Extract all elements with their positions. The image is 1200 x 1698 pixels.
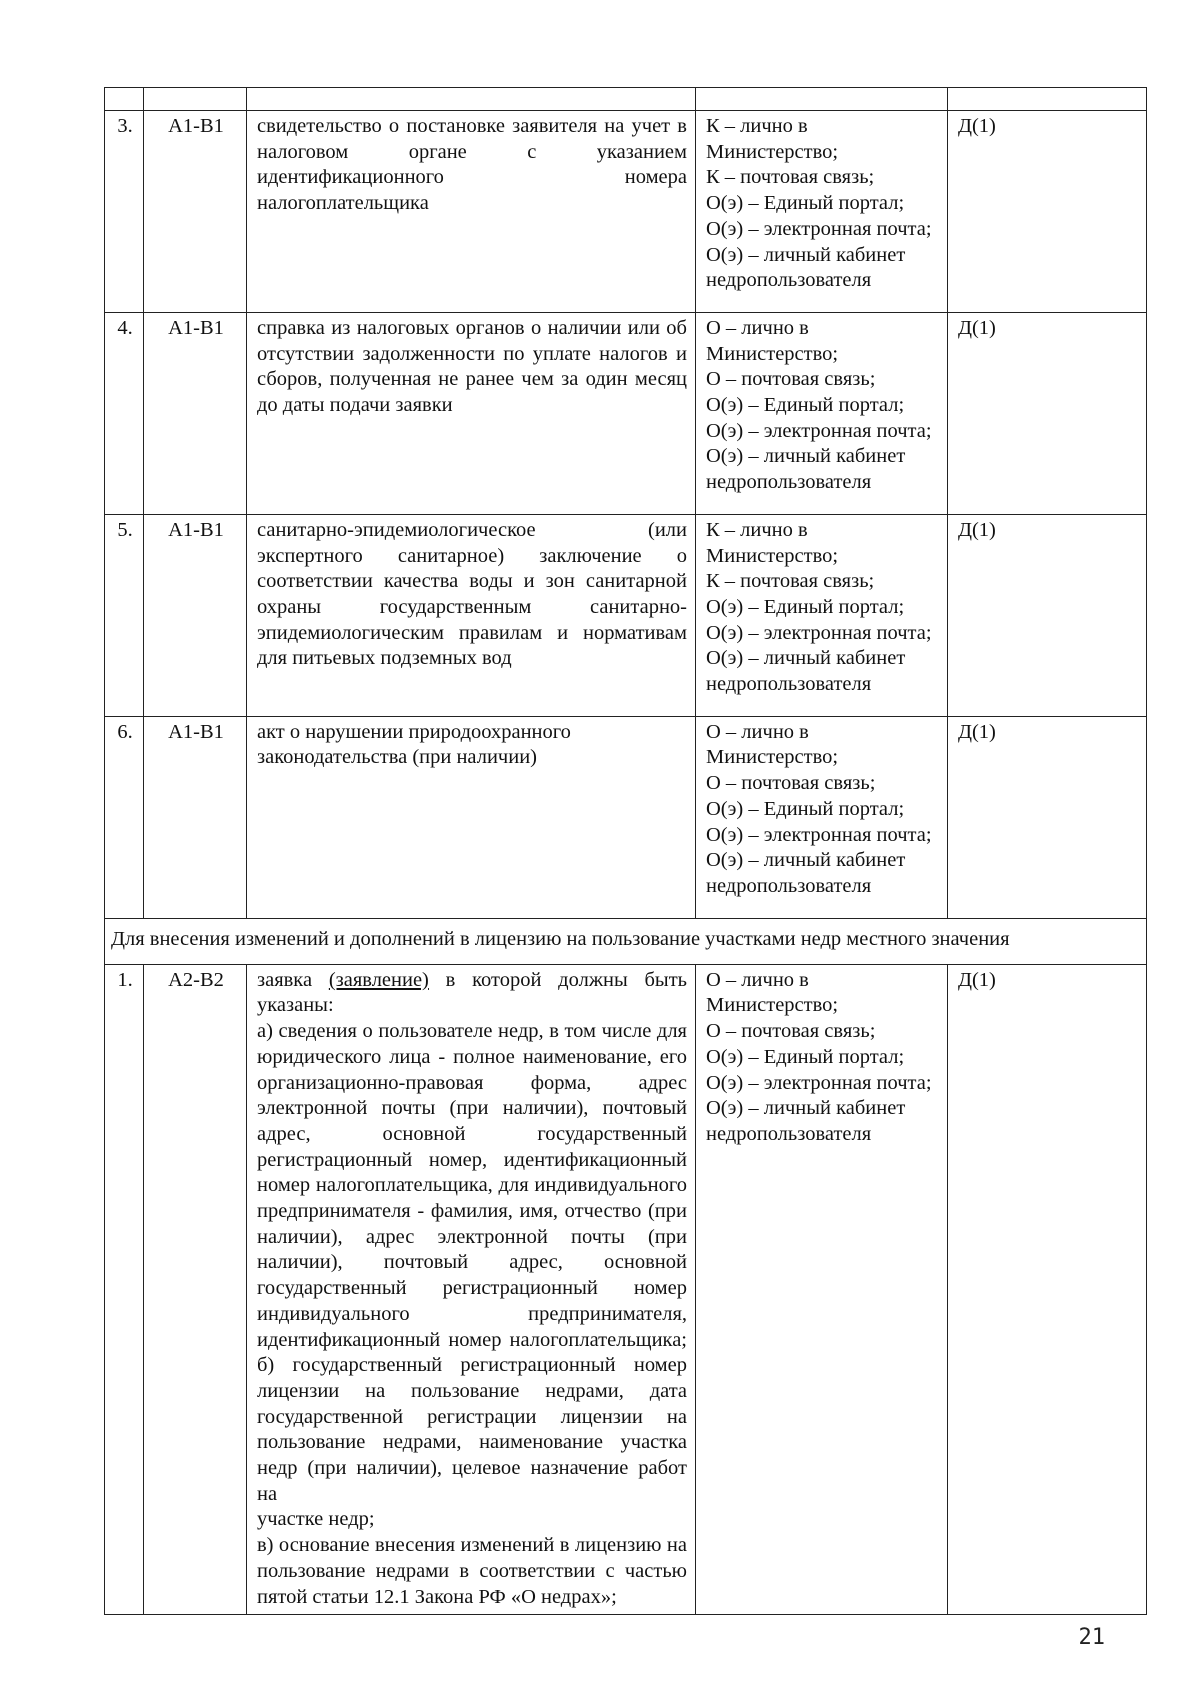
document-description bbox=[247, 964, 696, 1615]
table-cell bbox=[144, 88, 247, 111]
description-line: пользование недрами в соответствии с частью bbox=[257, 1559, 687, 1582]
mode-line: К – почтовая связь; bbox=[706, 166, 875, 189]
mode-line: недропользователя bbox=[706, 874, 872, 897]
table-cell bbox=[948, 88, 1147, 111]
description-line: пятой статьи 12.1 Закона РФ «О недрах»; bbox=[257, 1585, 617, 1608]
description-line: акт о нарушении природоохранного bbox=[257, 720, 571, 743]
mode-line: О(э) – личный кабинет bbox=[706, 849, 906, 872]
description-line: до даты подачи заявки bbox=[257, 394, 453, 417]
mode-line: О – лично в bbox=[706, 968, 809, 991]
description-line: государственный регистрационный номер bbox=[257, 1277, 687, 1300]
row-number: 5. bbox=[105, 514, 144, 716]
description-line: юридического лица - полное наименование, его bbox=[257, 1045, 687, 1068]
mode-line: О – почтовая связь; bbox=[706, 1020, 876, 1043]
mode-line: недропользователя bbox=[706, 1122, 872, 1145]
description-line: налогоплательщика bbox=[257, 192, 429, 215]
description-line: а) сведения о пользователе недр, в том числе для bbox=[257, 1020, 687, 1043]
mode-line: К – лично в bbox=[706, 115, 808, 137]
submission-mode bbox=[696, 964, 948, 1615]
table-cell bbox=[105, 88, 144, 111]
document-form: Д(1) bbox=[948, 964, 1147, 1615]
description-line: предпринимателя - фамилия, имя, отчество (при bbox=[257, 1200, 687, 1223]
mode-line: О(э) – Единый портал; bbox=[706, 1045, 905, 1068]
documents-table bbox=[104, 87, 1147, 1615]
mode-line: О(э) – Единый портал; bbox=[706, 797, 905, 820]
table-row bbox=[105, 111, 1147, 313]
mode-line: К – лично в bbox=[706, 518, 808, 541]
description-line: б) государственный регистрационный номер bbox=[257, 1354, 687, 1377]
mode-line: Министерство; bbox=[706, 342, 839, 365]
mode-line: О – почтовая связь; bbox=[706, 772, 876, 795]
section-title: Для внесения изменений и дополнений в лицензию на пользование участками недр местного значения bbox=[105, 918, 1147, 964]
row-number: 6. bbox=[105, 716, 144, 918]
mode-line: О(э) – электронная почта; bbox=[706, 217, 932, 240]
description-line: экспертного санитарное) заключение о bbox=[257, 544, 687, 567]
description-line: организационно-правовая форма, адрес bbox=[257, 1071, 687, 1094]
mode-line: О – лично в bbox=[706, 720, 809, 743]
row-number: 3. bbox=[105, 111, 144, 313]
document-form: Д(1) bbox=[948, 111, 1147, 313]
document-form: Д(1) bbox=[948, 716, 1147, 918]
table-header-stub-row bbox=[105, 88, 1147, 111]
description-line: санитарно-эпидемиологическое (или bbox=[257, 518, 687, 541]
table-cell bbox=[696, 88, 948, 111]
mode-line: Министерство; bbox=[706, 544, 839, 567]
mode-line: О(э) – Единый портал; bbox=[706, 595, 905, 618]
row-code: А2-В2 bbox=[144, 964, 247, 1615]
mode-line: О – лично в bbox=[706, 316, 809, 339]
mode-line: недропользователя bbox=[706, 673, 872, 696]
description-line: заявка (заявление) в которой должны быть bbox=[257, 968, 687, 991]
description-line: регистрационный номер, идентификационный bbox=[257, 1148, 687, 1171]
mode-line: Министерство; bbox=[706, 140, 839, 163]
mode-line: О(э) – личный кабинет bbox=[706, 243, 906, 266]
submission-mode bbox=[696, 312, 948, 514]
document-description bbox=[247, 312, 696, 514]
description-line: государственной регистрации лицензии на bbox=[257, 1405, 687, 1428]
description-line: недр (при наличии), целевое назначение работ на bbox=[257, 1457, 687, 1505]
description-line: свидетельство о постановке заявителя на учет в bbox=[257, 115, 687, 137]
description-line: адрес, основной государственный bbox=[257, 1122, 687, 1145]
description-line: электронной почты (при наличии), почтовый bbox=[257, 1097, 687, 1120]
description-line: наличии), почтовый адрес, основной bbox=[257, 1251, 687, 1274]
description-line: идентификационного номера bbox=[257, 166, 687, 189]
section-row bbox=[105, 918, 1147, 964]
description-line: эпидемиологическим правилам и нормативам bbox=[257, 621, 687, 644]
row-code: А1-В1 bbox=[144, 716, 247, 918]
mode-line: О(э) – Единый портал; bbox=[706, 394, 905, 417]
mode-line: О(э) – электронная почта; bbox=[706, 419, 932, 442]
page-number: 21 bbox=[1078, 1625, 1105, 1650]
row-code: А1-В1 bbox=[144, 514, 247, 716]
row-number: 1. bbox=[105, 964, 144, 1615]
mode-line: О(э) – личный кабинет bbox=[706, 647, 906, 670]
table-cell bbox=[247, 88, 696, 111]
document-description bbox=[247, 716, 696, 918]
description-line: соответствии качества воды и зон санитарной bbox=[257, 570, 687, 593]
row-number: 4. bbox=[105, 312, 144, 514]
mode-line: недропользователя bbox=[706, 269, 872, 292]
mode-line: О(э) – электронная почта; bbox=[706, 1071, 932, 1094]
description-line: в) основание внесения изменений в лицензию на bbox=[257, 1534, 687, 1557]
description-line: пользование недрами, наименование участка bbox=[257, 1431, 687, 1454]
description-line: для питьевых подземных вод bbox=[257, 647, 512, 670]
document-description bbox=[247, 111, 696, 313]
mode-line: О(э) – электронная почта; bbox=[706, 823, 932, 846]
underlined-term: (заявление) bbox=[328, 968, 429, 991]
submission-mode bbox=[696, 111, 948, 313]
document-description bbox=[247, 514, 696, 716]
mode-line: О(э) – электронная почта; bbox=[706, 621, 932, 644]
mode-line: О(э) – личный кабинет bbox=[706, 445, 906, 468]
mode-line: О(э) – Единый портал; bbox=[706, 192, 905, 215]
row-code: А1-В1 bbox=[144, 111, 247, 313]
table-row bbox=[105, 312, 1147, 514]
mode-line: Министерство; bbox=[706, 746, 839, 769]
description-line: лицензии на пользование недрами, дата bbox=[257, 1379, 687, 1402]
mode-line: О(э) – личный кабинет bbox=[706, 1097, 906, 1120]
description-line: индивидуального предпринимателя, bbox=[257, 1302, 687, 1325]
mode-line: Министерство; bbox=[706, 994, 839, 1017]
description-line: наличии), адрес электронной почты (при bbox=[257, 1225, 687, 1248]
submission-mode bbox=[696, 514, 948, 716]
mode-line: К – почтовая связь; bbox=[706, 570, 875, 593]
document-form: Д(1) bbox=[948, 312, 1147, 514]
table-row bbox=[105, 514, 1147, 716]
description-line: охраны государственным санитарно- bbox=[257, 595, 687, 618]
submission-mode bbox=[696, 716, 948, 918]
row-code: А1-В1 bbox=[144, 312, 247, 514]
description-line: участке недр; bbox=[257, 1508, 375, 1531]
table-row bbox=[105, 716, 1147, 918]
mode-line: О – почтовая связь; bbox=[706, 368, 876, 391]
description-line: указаны: bbox=[257, 994, 334, 1017]
document-form: Д(1) bbox=[948, 514, 1147, 716]
description-line: налоговом органе с указанием bbox=[257, 140, 687, 163]
description-line: сборов, полученная не ранее чем за один месяц bbox=[257, 368, 687, 391]
description-line: законодательства (при наличии) bbox=[257, 746, 537, 769]
table-row bbox=[105, 964, 1147, 1615]
mode-line: недропользователя bbox=[706, 471, 872, 494]
description-line: идентификационный номер налогоплательщика; bbox=[257, 1328, 687, 1351]
description-line: отсутствии задолженности по уплате налогов и bbox=[257, 342, 687, 365]
description-line: номер налогоплательщика, для индивидуального bbox=[257, 1174, 687, 1197]
description-line: справка из налоговых органов о наличии или об bbox=[257, 316, 687, 339]
